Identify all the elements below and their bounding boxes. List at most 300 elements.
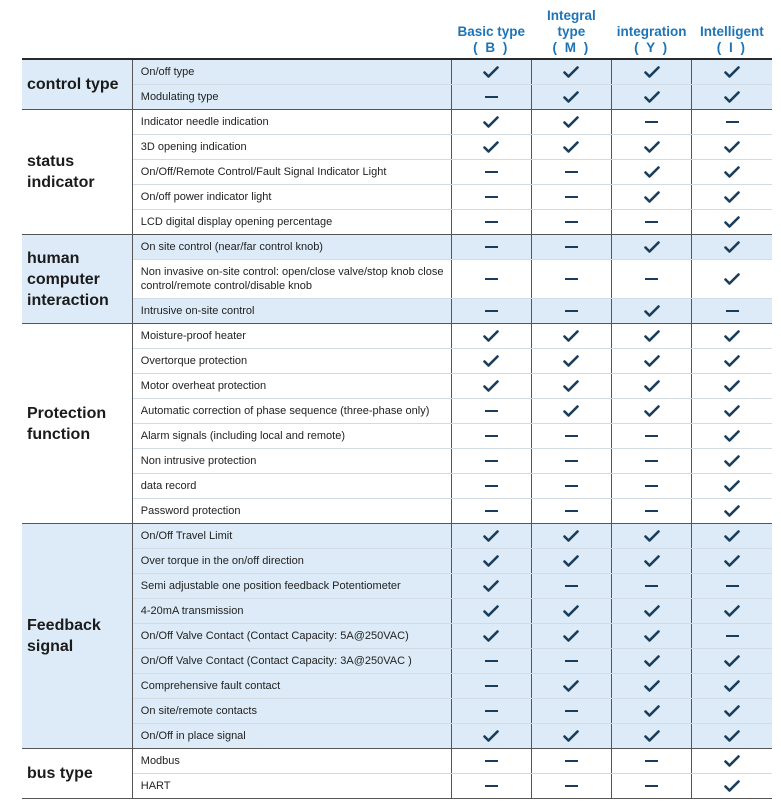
- option-cell: [692, 499, 772, 524]
- header-label: integration: [616, 24, 687, 39]
- header-label: Intelligent: [699, 24, 764, 39]
- dash-icon: [565, 660, 578, 662]
- checkmark-icon: [692, 66, 772, 78]
- checkmark-icon: [692, 273, 772, 285]
- option-cell: [692, 524, 772, 549]
- option-cell: [531, 210, 611, 235]
- checkmark-icon: [612, 655, 691, 667]
- checkmark-icon: [612, 405, 691, 417]
- option-cell: [531, 324, 611, 349]
- option-cell: [692, 160, 772, 185]
- option-cell: [612, 649, 692, 674]
- table-row: [22, 724, 772, 749]
- table-row: [22, 374, 772, 399]
- option-cell: [692, 424, 772, 449]
- checkmark-icon: [612, 141, 691, 153]
- header-code: ( Y ): [634, 40, 670, 55]
- option-cell: [612, 85, 692, 110]
- option-cell: [531, 349, 611, 374]
- option-cell: [451, 399, 531, 424]
- option-cell: [531, 235, 611, 260]
- feature-label: Automatic correction of phase sequence (three-phase only): [132, 399, 451, 424]
- checkmark-icon: [692, 430, 772, 442]
- checkmark-icon: [532, 630, 611, 642]
- option-cell: [451, 235, 531, 260]
- category-label: Feedback signal: [22, 524, 132, 749]
- option-cell: [451, 724, 531, 749]
- feature-label: On site/remote contacts: [132, 699, 451, 724]
- table-row: [22, 135, 772, 160]
- category-label: bus type: [22, 749, 132, 799]
- checkmark-icon: [452, 530, 531, 542]
- checkmark-icon: [532, 330, 611, 342]
- checkmark-icon: [692, 166, 772, 178]
- checkmark-icon: [612, 555, 691, 567]
- checkmark-icon: [452, 730, 531, 742]
- option-cell: [612, 424, 692, 449]
- feature-label: data record: [132, 474, 451, 499]
- checkmark-icon: [692, 605, 772, 617]
- option-cell: [531, 185, 611, 210]
- option-cell: [612, 599, 692, 624]
- option-cell: [612, 374, 692, 399]
- checkmark-icon: [612, 166, 691, 178]
- checkmark-icon: [692, 141, 772, 153]
- dash-icon: [485, 246, 498, 248]
- option-cell: [531, 599, 611, 624]
- checkmark-icon: [532, 355, 611, 367]
- checkmark-icon: [692, 655, 772, 667]
- dash-icon: [485, 435, 498, 437]
- table-row: [22, 474, 772, 499]
- feature-label: Overtorque protection: [132, 349, 451, 374]
- option-cell: [692, 674, 772, 699]
- table-row: [22, 424, 772, 449]
- feature-label: Indicator needle indication: [132, 110, 451, 135]
- checkmark-icon: [532, 530, 611, 542]
- checkmark-icon: [612, 330, 691, 342]
- option-cell: [451, 449, 531, 474]
- table-row: [22, 774, 772, 799]
- option-cell: [612, 185, 692, 210]
- dash-icon: [565, 510, 578, 512]
- checkmark-icon: [692, 330, 772, 342]
- dash-icon: [485, 785, 498, 787]
- option-cell: [531, 260, 611, 299]
- option-cell: [692, 85, 772, 110]
- option-cell: [692, 574, 772, 599]
- dash-icon: [645, 760, 658, 762]
- option-cell: [531, 474, 611, 499]
- option-cell: [612, 324, 692, 349]
- option-cell: [451, 85, 531, 110]
- table-row: [22, 349, 772, 374]
- option-cell: [451, 524, 531, 549]
- dash-icon: [565, 460, 578, 462]
- option-cell: [612, 574, 692, 599]
- category-label: control type: [22, 59, 132, 110]
- dash-icon: [645, 510, 658, 512]
- option-cell: [451, 185, 531, 210]
- option-cell: [531, 85, 611, 110]
- feature-label: Semi adjustable one position feedback Potentiometer: [132, 574, 451, 599]
- option-cell: [531, 749, 611, 774]
- dash-icon: [485, 96, 498, 98]
- dash-icon: [565, 585, 578, 587]
- dash-icon: [645, 585, 658, 587]
- header-label: Integral type: [547, 8, 596, 39]
- option-cell: [531, 135, 611, 160]
- option-cell: [612, 110, 692, 135]
- option-cell: [451, 349, 531, 374]
- table-row: [22, 59, 772, 85]
- option-cell: [692, 135, 772, 160]
- dash-icon: [485, 410, 498, 412]
- checkmark-icon: [692, 380, 772, 392]
- option-cell: [612, 549, 692, 574]
- option-cell: [531, 59, 611, 85]
- checkmark-icon: [692, 355, 772, 367]
- option-cell: [451, 749, 531, 774]
- table-row: [22, 649, 772, 674]
- checkmark-icon: [452, 605, 531, 617]
- header-integration: [612, 8, 692, 59]
- checkmark-icon: [612, 605, 691, 617]
- option-cell: [531, 649, 611, 674]
- option-cell: [531, 399, 611, 424]
- checkmark-icon: [692, 91, 772, 103]
- checkmark-icon: [452, 380, 531, 392]
- checkmark-icon: [612, 305, 691, 317]
- option-cell: [612, 135, 692, 160]
- option-cell: [531, 160, 611, 185]
- option-cell: [692, 59, 772, 85]
- option-cell: [531, 424, 611, 449]
- checkmark-icon: [612, 241, 691, 253]
- option-cell: [531, 549, 611, 574]
- checkmark-icon: [612, 191, 691, 203]
- option-cell: [612, 260, 692, 299]
- feature-label: Over torque in the on/off direction: [132, 549, 451, 574]
- checkmark-icon: [532, 555, 611, 567]
- option-cell: [612, 160, 692, 185]
- option-cell: [451, 624, 531, 649]
- checkmark-icon: [532, 91, 611, 103]
- feature-label: LCD digital display opening percentage: [132, 210, 451, 235]
- table-row: [22, 574, 772, 599]
- feature-label: On/Off/Remote Control/Fault Signal Indicator Light: [132, 160, 451, 185]
- option-cell: [692, 349, 772, 374]
- checkmark-icon: [452, 141, 531, 153]
- checkmark-icon: [612, 355, 691, 367]
- option-cell: [692, 210, 772, 235]
- checkmark-icon: [692, 705, 772, 717]
- option-cell: [612, 59, 692, 85]
- dash-icon: [565, 435, 578, 437]
- checkmark-icon: [692, 730, 772, 742]
- header-basic-type: [451, 8, 531, 59]
- category-label: Protection function: [22, 324, 132, 524]
- checkmark-icon: [612, 705, 691, 717]
- dash-icon: [485, 221, 498, 223]
- option-cell: [451, 549, 531, 574]
- table-row: [22, 599, 772, 624]
- option-cell: [612, 449, 692, 474]
- option-cell: [531, 110, 611, 135]
- option-cell: [451, 474, 531, 499]
- option-cell: [612, 474, 692, 499]
- dash-icon: [645, 460, 658, 462]
- checkmark-icon: [692, 530, 772, 542]
- checkmark-icon: [612, 66, 691, 78]
- checkmark-icon: [612, 730, 691, 742]
- option-cell: [692, 235, 772, 260]
- table-row: [22, 524, 772, 549]
- dash-icon: [485, 710, 498, 712]
- header-integral-type: [531, 8, 611, 59]
- feature-label: Modulating type: [132, 85, 451, 110]
- checkmark-icon: [612, 630, 691, 642]
- option-cell: [531, 299, 611, 324]
- option-cell: [451, 774, 531, 799]
- feature-label: On/Off Travel Limit: [132, 524, 451, 549]
- checkmark-icon: [532, 141, 611, 153]
- option-cell: [451, 699, 531, 724]
- table-row: [22, 85, 772, 110]
- table-row: [22, 674, 772, 699]
- checkmark-icon: [692, 405, 772, 417]
- dash-icon: [485, 310, 498, 312]
- option-cell: [451, 374, 531, 399]
- table-row: [22, 624, 772, 649]
- feature-label: Non invasive on-site control: open/close valve/stop knob close control/remote control/disable knob: [132, 260, 451, 299]
- option-cell: [451, 674, 531, 699]
- option-cell: [451, 59, 531, 85]
- checkmark-icon: [692, 480, 772, 492]
- option-cell: [692, 699, 772, 724]
- option-cell: [612, 499, 692, 524]
- table-body: [22, 59, 772, 799]
- option-cell: [451, 649, 531, 674]
- dash-icon: [645, 785, 658, 787]
- checkmark-icon: [692, 555, 772, 567]
- option-cell: [692, 110, 772, 135]
- option-cell: [531, 524, 611, 549]
- dash-icon: [565, 310, 578, 312]
- checkmark-icon: [532, 116, 611, 128]
- dash-icon: [485, 660, 498, 662]
- table-row: [22, 235, 772, 260]
- feature-label: Modbus: [132, 749, 451, 774]
- table-row: [22, 449, 772, 474]
- option-cell: [692, 774, 772, 799]
- dash-icon: [485, 278, 498, 280]
- option-cell: [692, 399, 772, 424]
- option-cell: [612, 349, 692, 374]
- feature-label: 3D opening indication: [132, 135, 451, 160]
- option-cell: [692, 549, 772, 574]
- dash-icon: [565, 760, 578, 762]
- dash-icon: [726, 635, 739, 637]
- option-cell: [692, 599, 772, 624]
- option-cell: [692, 449, 772, 474]
- dash-icon: [565, 278, 578, 280]
- checkmark-icon: [452, 580, 531, 592]
- feature-label: On/Off in place signal: [132, 724, 451, 749]
- dash-icon: [565, 246, 578, 248]
- option-cell: [692, 299, 772, 324]
- dash-icon: [485, 460, 498, 462]
- option-cell: [692, 185, 772, 210]
- option-cell: [612, 699, 692, 724]
- dash-icon: [565, 171, 578, 173]
- checkmark-icon: [612, 680, 691, 692]
- dash-icon: [485, 196, 498, 198]
- dash-icon: [485, 485, 498, 487]
- feature-label: On/Off Valve Contact (Contact Capacity: 5A@250VAC): [132, 624, 451, 649]
- table-row: [22, 299, 772, 324]
- option-cell: [692, 374, 772, 399]
- option-cell: [451, 574, 531, 599]
- option-cell: [612, 235, 692, 260]
- table-row: [22, 185, 772, 210]
- dash-icon: [485, 760, 498, 762]
- checkmark-icon: [692, 455, 772, 467]
- checkmark-icon: [452, 630, 531, 642]
- table-row: [22, 160, 772, 185]
- checkmark-icon: [452, 330, 531, 342]
- option-cell: [451, 599, 531, 624]
- dash-icon: [726, 121, 739, 123]
- checkmark-icon: [452, 116, 531, 128]
- option-cell: [531, 624, 611, 649]
- dash-icon: [565, 485, 578, 487]
- dash-icon: [565, 196, 578, 198]
- option-cell: [531, 774, 611, 799]
- feature-comparison-table: [22, 8, 772, 799]
- spec-table-container: [22, 8, 772, 799]
- table-row: [22, 260, 772, 299]
- option-cell: [531, 699, 611, 724]
- header-blank-feature: [132, 8, 451, 59]
- header-blank-category: [22, 8, 132, 59]
- checkmark-icon: [692, 780, 772, 792]
- table-row: [22, 749, 772, 774]
- checkmark-icon: [692, 241, 772, 253]
- header-code: ( I ): [716, 40, 747, 55]
- checkmark-icon: [612, 530, 691, 542]
- category-label: human computer interaction: [22, 235, 132, 324]
- dash-icon: [565, 221, 578, 223]
- checkmark-icon: [532, 380, 611, 392]
- option-cell: [451, 110, 531, 135]
- option-cell: [451, 135, 531, 160]
- feature-label: Moisture-proof heater: [132, 324, 451, 349]
- dash-icon: [485, 171, 498, 173]
- option-cell: [612, 399, 692, 424]
- option-cell: [531, 724, 611, 749]
- checkmark-icon: [452, 66, 531, 78]
- option-cell: [451, 210, 531, 235]
- header-label: Basic type: [457, 24, 525, 39]
- option-cell: [612, 724, 692, 749]
- checkmark-icon: [532, 66, 611, 78]
- header-code: ( B ): [473, 40, 510, 55]
- option-cell: [451, 424, 531, 449]
- option-cell: [692, 649, 772, 674]
- checkmark-icon: [452, 555, 531, 567]
- option-cell: [531, 499, 611, 524]
- feature-label: HART: [132, 774, 451, 799]
- dash-icon: [726, 310, 739, 312]
- category-label: status indicator: [22, 110, 132, 235]
- dash-icon: [726, 585, 739, 587]
- option-cell: [531, 674, 611, 699]
- dash-icon: [485, 685, 498, 687]
- option-cell: [531, 449, 611, 474]
- option-cell: [451, 260, 531, 299]
- option-cell: [692, 324, 772, 349]
- option-cell: [612, 749, 692, 774]
- dash-icon: [645, 221, 658, 223]
- feature-label: Alarm signals (including local and remote): [132, 424, 451, 449]
- feature-label: On site control (near/far control knob): [132, 235, 451, 260]
- option-cell: [451, 499, 531, 524]
- option-cell: [451, 299, 531, 324]
- checkmark-icon: [532, 605, 611, 617]
- option-cell: [612, 624, 692, 649]
- table-row: [22, 110, 772, 135]
- dash-icon: [485, 510, 498, 512]
- checkmark-icon: [692, 755, 772, 767]
- checkmark-icon: [692, 216, 772, 228]
- checkmark-icon: [692, 505, 772, 517]
- feature-label: Intrusive on-site control: [132, 299, 451, 324]
- checkmark-icon: [692, 191, 772, 203]
- option-cell: [692, 749, 772, 774]
- checkmark-icon: [612, 380, 691, 392]
- header-code: ( M ): [552, 40, 591, 55]
- feature-label: Comprehensive fault contact: [132, 674, 451, 699]
- dash-icon: [645, 278, 658, 280]
- table-row: [22, 499, 772, 524]
- option-cell: [451, 160, 531, 185]
- option-cell: [692, 260, 772, 299]
- table-header: [22, 8, 772, 59]
- checkmark-icon: [532, 405, 611, 417]
- option-cell: [692, 724, 772, 749]
- option-cell: [692, 624, 772, 649]
- feature-label: Non intrusive protection: [132, 449, 451, 474]
- dash-icon: [645, 435, 658, 437]
- dash-icon: [565, 785, 578, 787]
- table-row: [22, 210, 772, 235]
- feature-label: On/off type: [132, 59, 451, 85]
- checkmark-icon: [612, 91, 691, 103]
- table-row: [22, 549, 772, 574]
- table-row: [22, 699, 772, 724]
- header-intelligent: [692, 8, 772, 59]
- option-cell: [612, 524, 692, 549]
- option-cell: [612, 299, 692, 324]
- option-cell: [531, 574, 611, 599]
- dash-icon: [645, 485, 658, 487]
- option-cell: [531, 374, 611, 399]
- feature-label: On/off power indicator light: [132, 185, 451, 210]
- feature-label: Motor overheat protection: [132, 374, 451, 399]
- feature-label: 4-20mA transmission: [132, 599, 451, 624]
- option-cell: [612, 674, 692, 699]
